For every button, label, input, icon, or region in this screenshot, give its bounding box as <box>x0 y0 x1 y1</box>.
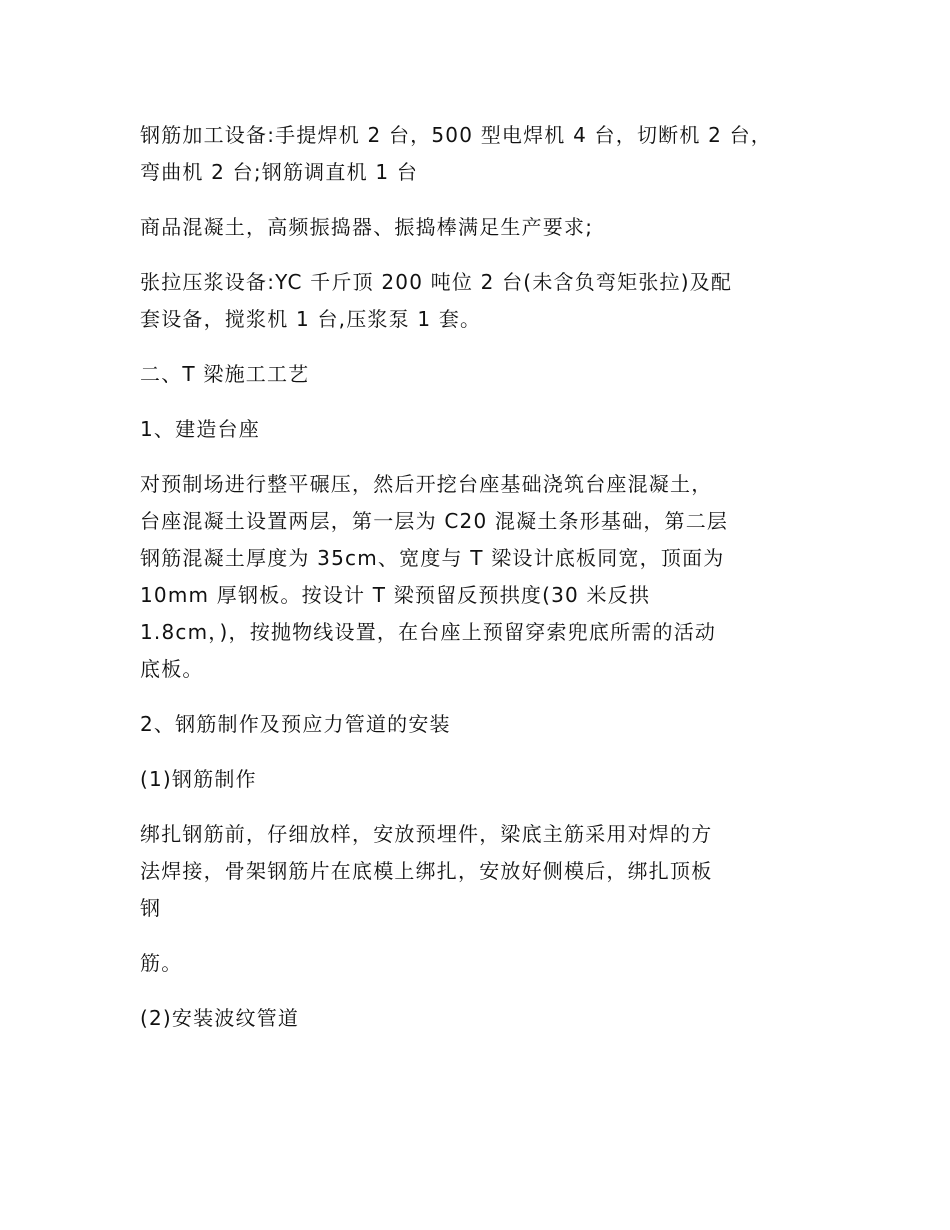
heading-text: 二、T 梁施工工艺 <box>140 362 310 386</box>
subheading-pedestal <box>140 411 840 448</box>
text-line: 钢筋加工设备:手提焊机 2 台，500 型电焊机 4 台，切断机 2 台， <box>140 123 772 147</box>
text-line: 钢 <box>140 896 162 920</box>
text-line: 绑扎钢筋前，仔细放样，安放预埋件，梁底主筋采用对焊的方 <box>140 822 713 846</box>
paragraph-rebar-continued <box>140 945 840 982</box>
subheading-rebar <box>140 706 840 743</box>
text-line: 底板。 <box>140 657 204 681</box>
text-line: 钢筋混凝土厚度为 35cm、宽度与 T 梁设计底板同宽，顶面为 <box>140 546 725 570</box>
subheading-duct <box>140 1000 840 1037</box>
heading-text: (2)安装波纹管道 <box>140 1006 300 1030</box>
heading-text: 2、钢筋制作及预应力管道的安装 <box>140 712 451 736</box>
document-body <box>140 117 840 1037</box>
text-line: 1.8cm，)，按抛物线设置，在台座上预留穿索兜底所需的活动 <box>140 620 717 644</box>
paragraph-equipment-steel <box>140 117 840 191</box>
text-line: 对预制场进行整平碾压，然后开挖台座基础浇筑台座混凝土， <box>140 472 713 496</box>
paragraph-equipment-tension <box>140 264 840 338</box>
text-line: 弯曲机 2 台;钢筋调直机 1 台 <box>140 160 419 184</box>
text-line: 套设备，搅浆机 1 台,压浆泵 1 套。 <box>140 307 482 331</box>
text-line: 筋。 <box>140 951 183 975</box>
section-heading-process <box>140 356 840 393</box>
text-line: 张拉压浆设备:YC 千斤顶 200 吨位 2 台(未含负弯矩张拉)及配 <box>140 270 733 294</box>
subheading-rebar-make <box>140 761 840 798</box>
heading-text: 1、建造台座 <box>140 417 260 441</box>
text-line: 台座混凝土设置两层，第一层为 C20 混凝土条形基础，第二层 <box>140 509 729 533</box>
heading-text: (1)钢筋制作 <box>140 767 257 791</box>
text-line: 10mm 厚钢板。按设计 T 梁预留反预拱度(30 米反拱 <box>140 583 651 607</box>
paragraph-rebar <box>140 816 840 927</box>
text-line: 商品混凝土，高频振捣器、振捣棒满足生产要求; <box>140 215 594 239</box>
text-line: 法焊接，骨架钢筋片在底模上绑扎，安放好侧模后，绑扎顶板 <box>140 859 713 883</box>
paragraph-equipment-concrete <box>140 209 840 246</box>
paragraph-pedestal <box>140 466 840 688</box>
